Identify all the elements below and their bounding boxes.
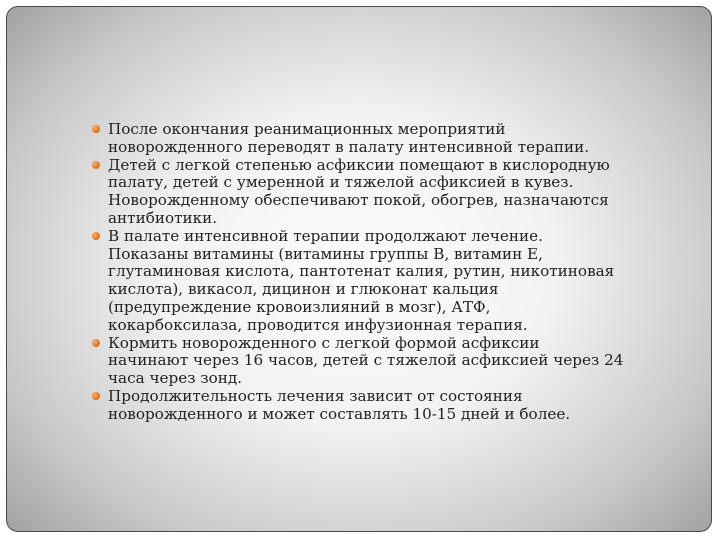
bullet-item [89, 228, 689, 335]
bullet-item [89, 335, 689, 388]
slide-frame [6, 6, 712, 532]
orange-bullet-dot-icon [92, 125, 100, 133]
bullet-text: Детей с легкой степенью асфиксии помещают в кислородную палату, детей с умеренной и тяжелой асфиксией в кувез. Новорожденному обеспечивают покой, обогрев, назначаются антибиотики. [108, 155, 610, 227]
bullet-item [89, 388, 689, 424]
bullet-text: После окончания реанимационных мероприятий новорожденного переводят в палату интенсивной терапии. [108, 120, 590, 156]
bullet-item [89, 121, 689, 157]
orange-bullet-dot-icon [92, 339, 100, 347]
orange-bullet-dot-icon [92, 161, 100, 169]
orange-bullet-dot-icon [92, 232, 100, 240]
bullet-text: Продолжительность лечения зависит от состояния новорожденного и может составлять 10-15 дней и более. [108, 386, 571, 423]
orange-bullet-dot-icon [92, 392, 100, 400]
bullet-item [89, 157, 689, 228]
bullet-text: Кормить новорожденного с легкой формой асфиксии начинают через 16 часов, детей с тяжелой асфиксией через 24 часа через зонд. [108, 333, 624, 388]
bullet-list [89, 121, 689, 424]
bullet-text: В палате интенсивной терапии продолжают лечение. Показаны витамины (витамины группы В, витамин Е, глутаминовая кислота, пантотенат калия, рутин, никотиновая кислота), викасол, дицинон и глюконат кальция (предупреждение кровоизлияний в мозг), АТФ, кокарбоксилаза, проводится инфузионная терапия. [108, 226, 615, 334]
